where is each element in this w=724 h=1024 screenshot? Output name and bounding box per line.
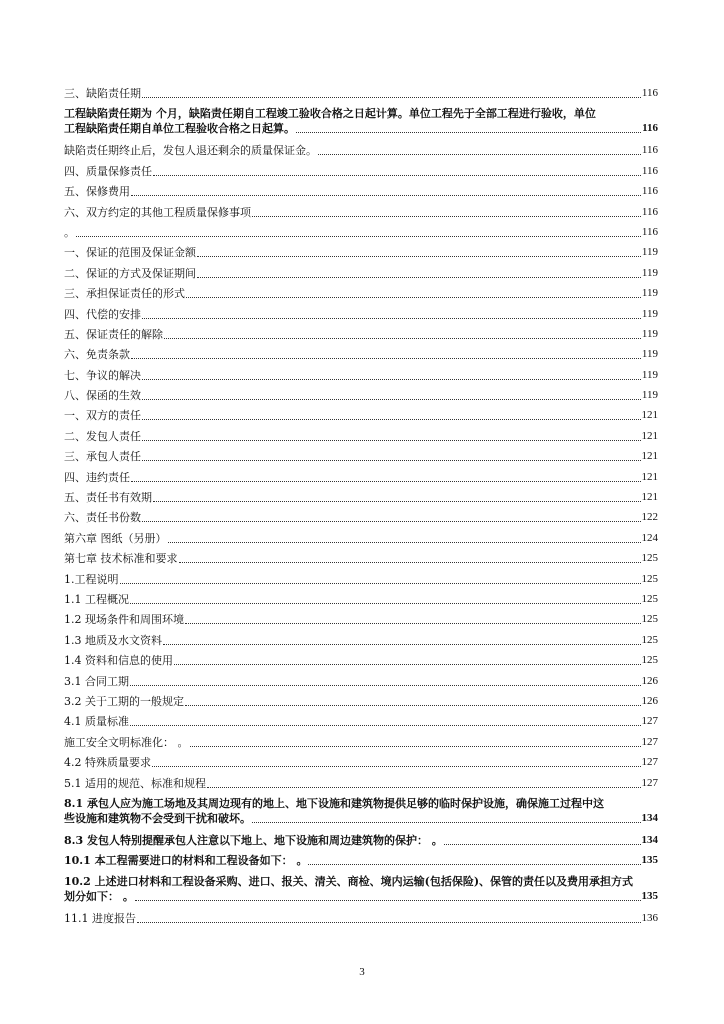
toc-page-number: 119	[641, 266, 658, 279]
toc-page-number: 125	[641, 572, 658, 585]
toc-page-number: 119	[641, 246, 658, 259]
toc-dot-leader	[131, 357, 641, 359]
toc-dot-leader	[163, 643, 641, 645]
toc-entry[interactable]	[64, 86, 658, 106]
toc-page-number: 125	[641, 613, 658, 626]
toc-page-number: 125	[641, 552, 658, 565]
page-number: 3	[359, 966, 365, 978]
toc-dot-leader	[130, 724, 641, 726]
toc-entry-row	[64, 470, 658, 485]
toc-dot-leader	[135, 899, 641, 901]
toc-page-number: 125	[641, 654, 658, 667]
toc-entry[interactable]	[64, 408, 658, 428]
toc-entry-title: 四、质量保修责任	[64, 164, 152, 178]
toc-entry[interactable]	[64, 470, 658, 490]
toc-entry-title: 四、代偿的安排	[64, 307, 141, 321]
toc-entry-title: 10.1 本工程需要进口的材料和工程设备如下： 。	[64, 854, 308, 868]
toc-entry[interactable]	[64, 286, 658, 306]
toc-page-number: 127	[641, 756, 658, 769]
toc-entry-row	[64, 633, 658, 648]
toc-entry[interactable]	[64, 694, 658, 714]
toc-page-number: 124	[641, 531, 658, 544]
toc-entry-title: 第七章 技术标准和要求	[64, 552, 178, 566]
toc-entry-row	[64, 245, 658, 260]
toc-entry-title: 三、缺陷责任期	[64, 87, 141, 100]
toc-dot-leader	[131, 480, 641, 482]
toc-dot-leader	[142, 520, 641, 522]
toc-entry-row	[64, 86, 658, 101]
toc-dot-leader	[252, 215, 641, 217]
toc-entry-title: 1.工程说明	[64, 572, 119, 586]
toc-entry-title: 些设施和建筑物不会受到干扰和破坏。	[64, 811, 251, 825]
toc-page-number: 119	[641, 368, 658, 381]
toc-entry-title: 五、保修费用	[64, 185, 130, 199]
toc-page-number: 121	[641, 409, 658, 422]
toc-page-number: 116	[642, 122, 658, 135]
toc-entry-title: 11.1 进度报告	[64, 911, 136, 925]
toc-dot-leader	[190, 745, 641, 747]
toc-page-number: 127	[641, 735, 658, 748]
toc-dot-leader	[120, 582, 641, 584]
toc-page-number: 121	[641, 491, 658, 504]
toc-entry-title: 1.4 资料和信息的使用	[64, 654, 173, 668]
toc-dot-leader	[168, 541, 641, 543]
toc-entry-title: 施工安全文明标准化： 。	[64, 735, 189, 749]
toc-entry[interactable]	[64, 245, 658, 265]
toc-dot-leader	[142, 378, 641, 380]
toc-entry[interactable]	[64, 572, 658, 592]
toc-entry-row	[64, 408, 658, 423]
toc-page-number: 116	[641, 87, 658, 99]
toc-entry-row	[64, 143, 658, 158]
toc-entry[interactable]	[64, 674, 658, 694]
toc-entry-row	[64, 205, 658, 220]
toc-page-number: 119	[641, 389, 658, 402]
toc-entry-title-line: 10.2 上述进口材料和工程设备采购、进口、报关、清关、商检、境内运输(包括保险)、保管的责任以及费用承担方式	[64, 874, 634, 888]
toc-dot-leader	[153, 174, 641, 176]
toc-dot-leader	[444, 843, 641, 845]
toc-page-number: 119	[641, 348, 658, 361]
toc-dot-leader	[130, 684, 641, 686]
toc-entry[interactable]	[64, 143, 658, 163]
toc-entry-row	[64, 449, 658, 464]
toc-entry[interactable]	[64, 592, 658, 612]
toc-entry[interactable]	[64, 776, 658, 796]
toc-entry[interactable]	[64, 510, 658, 530]
toc-page-number: 136	[641, 911, 658, 924]
toc-entry-title: 一、保证的范围及保证金额	[64, 246, 196, 260]
toc-dot-leader	[164, 337, 641, 339]
toc-entry-row	[64, 833, 658, 848]
toc-dot-leader	[296, 131, 641, 133]
toc-dot-leader	[142, 439, 641, 441]
toc-entry[interactable]	[64, 266, 658, 286]
toc-page-number: 116	[641, 225, 658, 238]
toc-page-number: 116	[641, 185, 658, 198]
toc-page-number: 126	[641, 674, 658, 687]
toc-page-number: 135	[641, 854, 658, 867]
toc-entry-title: 第六章 图纸（另册）	[64, 531, 167, 545]
toc-entry-title: 七、争议的解决	[64, 368, 141, 382]
toc-entry[interactable]	[64, 735, 658, 755]
toc-entry-title-line: 工程缺陷责任期为 个月，缺陷责任期自工程竣工验收合格之日起计算。单位工程先于全部工程进行验收，单位	[64, 107, 596, 121]
toc-page-number: 127	[641, 715, 658, 728]
toc-page-number: 134	[641, 833, 658, 846]
toc-entry-title: 四、违约责任	[64, 470, 130, 484]
toc-entry[interactable]	[64, 633, 658, 653]
toc-entry-row	[64, 388, 658, 403]
toc-entry-title: 六、责任书份数	[64, 511, 141, 525]
toc-entry[interactable]	[64, 106, 658, 143]
toc-page-number: 127	[641, 776, 658, 789]
toc-entry-title: 。	[64, 225, 75, 239]
toc-entry-title: 4.2 特殊质量要求	[64, 756, 151, 770]
toc-dot-leader	[197, 276, 641, 278]
toc-entry-title: 3.1 合同工期	[64, 674, 129, 688]
toc-entry[interactable]	[64, 490, 658, 510]
toc-entry[interactable]	[64, 307, 658, 327]
toc-entry-title-line: 8.1 承包人应为施工场地及其周边现有的地上、地下设施和建筑物提供足够的临时保护设施，确保施工过程中这	[64, 796, 604, 810]
toc-dot-leader	[130, 602, 641, 604]
toc-page-number: 122	[641, 511, 658, 524]
toc-entry[interactable]	[64, 429, 658, 449]
toc-entry[interactable]	[64, 347, 658, 367]
toc-entry[interactable]	[64, 205, 658, 225]
toc-entry[interactable]	[64, 388, 658, 408]
toc-entry-title: 4.1 质量标准	[64, 715, 129, 729]
toc-dot-leader	[179, 561, 641, 563]
toc-entry[interactable]	[64, 531, 658, 551]
toc-page-number: 121	[641, 429, 658, 442]
toc-entry-title: 三、承担保证责任的形式	[64, 287, 185, 301]
toc-entry-title: 1.3 地质及水文资料	[64, 633, 162, 647]
toc-entry-row	[64, 368, 658, 383]
toc-entry[interactable]	[64, 368, 658, 388]
toc-entry-row	[64, 911, 658, 926]
toc-entry-row	[64, 674, 658, 689]
toc-dot-leader	[252, 821, 641, 823]
toc-page-number: 116	[641, 205, 658, 218]
toc-page-number: 116	[641, 164, 658, 177]
toc-dot-leader	[142, 459, 641, 461]
toc-entry-title: 工程缺陷责任期自单位工程验收合格之日起算。	[64, 122, 295, 136]
toc-entry-row	[64, 164, 658, 179]
toc-entry-title: 8.3 发包人特别提醒承包人注意以下地上、地下设施和周边建筑物的保护： 。	[64, 833, 443, 847]
toc-entry-title: 五、责任书有效期	[64, 491, 152, 505]
toc-entry[interactable]	[64, 755, 658, 775]
toc-entry[interactable]	[64, 853, 658, 873]
toc-page-number: 116	[641, 144, 658, 157]
toc-entry-row	[64, 653, 658, 668]
toc-entry[interactable]	[64, 327, 658, 347]
toc-entry[interactable]	[64, 833, 658, 853]
toc-entry-title: 1.2 现场条件和周围环境	[64, 613, 184, 627]
toc-entry-row	[64, 490, 658, 505]
toc-dot-leader	[318, 153, 641, 155]
toc-entry-row	[64, 307, 658, 322]
toc-entry-row	[64, 694, 658, 709]
toc-entry[interactable]	[64, 911, 658, 931]
toc-dot-leader	[142, 317, 641, 319]
toc-dot-leader	[137, 921, 641, 923]
toc-entry-row	[64, 811, 658, 826]
toc-dot-leader	[207, 786, 641, 788]
toc-dot-leader	[142, 96, 641, 98]
toc-entry-row	[64, 592, 658, 607]
toc-entry-title: 八、保函的生效	[64, 389, 141, 403]
toc-entry-title: 1.1 工程概况	[64, 592, 129, 606]
toc-page-number: 119	[641, 307, 658, 320]
toc-dot-leader	[197, 255, 641, 257]
toc-entry-title: 划分如下： 。	[64, 889, 134, 903]
toc-page-number: 119	[641, 327, 658, 340]
toc-entry-row	[64, 286, 658, 301]
table-of-contents	[64, 86, 658, 931]
toc-entry-title: 3.2 关于工期的一般规定	[64, 694, 184, 708]
toc-dot-leader	[142, 398, 641, 400]
toc-dot-leader	[174, 663, 641, 665]
toc-entry-row	[64, 776, 658, 791]
toc-entry-title: 一、双方的责任	[64, 409, 141, 423]
toc-entry-title: 二、保证的方式及保证期间	[64, 266, 196, 280]
toc-entry[interactable]	[64, 714, 658, 734]
toc-dot-leader	[185, 622, 641, 624]
toc-entry[interactable]	[64, 225, 658, 245]
toc-entry-row	[64, 266, 658, 281]
toc-entry-title: 五、保证责任的解除	[64, 327, 163, 341]
toc-page-number: 119	[641, 287, 658, 300]
toc-entry[interactable]	[64, 184, 658, 204]
toc-entry-row	[64, 572, 658, 587]
toc-page-number: 135	[641, 889, 658, 902]
toc-entry-row	[64, 531, 658, 546]
toc-entry-title: 六、免责条款	[64, 348, 130, 362]
toc-entry-title: 三、承包人责任	[64, 450, 141, 464]
toc-page-number: 121	[641, 470, 658, 483]
toc-entry-row	[64, 714, 658, 729]
toc-entry-row	[64, 327, 658, 342]
toc-dot-leader	[308, 863, 640, 865]
toc-dot-leader	[152, 765, 641, 767]
toc-entry-title: 六、双方约定的其他工程质量保修事项	[64, 205, 251, 219]
toc-dot-leader	[142, 418, 641, 420]
toc-entry[interactable]	[64, 164, 658, 184]
toc-entry-row	[64, 347, 658, 362]
toc-entry[interactable]	[64, 612, 658, 632]
toc-page-number: 134	[641, 811, 658, 824]
toc-page-number: 121	[641, 450, 658, 463]
toc-entry-row	[64, 889, 658, 904]
toc-dot-leader	[186, 296, 641, 298]
toc-entry[interactable]	[64, 449, 658, 469]
toc-entry[interactable]	[64, 653, 658, 673]
toc-entry-title: 二、发包人责任	[64, 429, 141, 443]
toc-entry-row	[64, 121, 658, 136]
toc-page-number: 126	[641, 694, 658, 707]
toc-dot-leader	[131, 194, 641, 196]
toc-page-number: 125	[641, 592, 658, 605]
toc-entry-title: 缺陷责任期终止后，发包人退还剩余的质量保证金。	[64, 144, 317, 158]
toc-entry-row	[64, 612, 658, 627]
toc-dot-leader	[76, 235, 641, 237]
toc-entry[interactable]	[64, 874, 658, 911]
toc-dot-leader	[185, 704, 641, 706]
toc-page-number: 125	[641, 633, 658, 646]
toc-entry-row	[64, 735, 658, 750]
toc-entry-row	[64, 184, 658, 199]
toc-dot-leader	[153, 500, 641, 502]
toc-entry-row	[64, 551, 658, 566]
toc-entry-row	[64, 225, 658, 240]
toc-entry-row	[64, 853, 658, 868]
toc-entry[interactable]	[64, 551, 658, 571]
toc-entry-row	[64, 510, 658, 525]
toc-entry-row	[64, 755, 658, 770]
toc-entry[interactable]	[64, 796, 658, 833]
toc-entry-row	[64, 429, 658, 444]
toc-entry-title: 5.1 适用的规范、标准和规程	[64, 776, 206, 790]
